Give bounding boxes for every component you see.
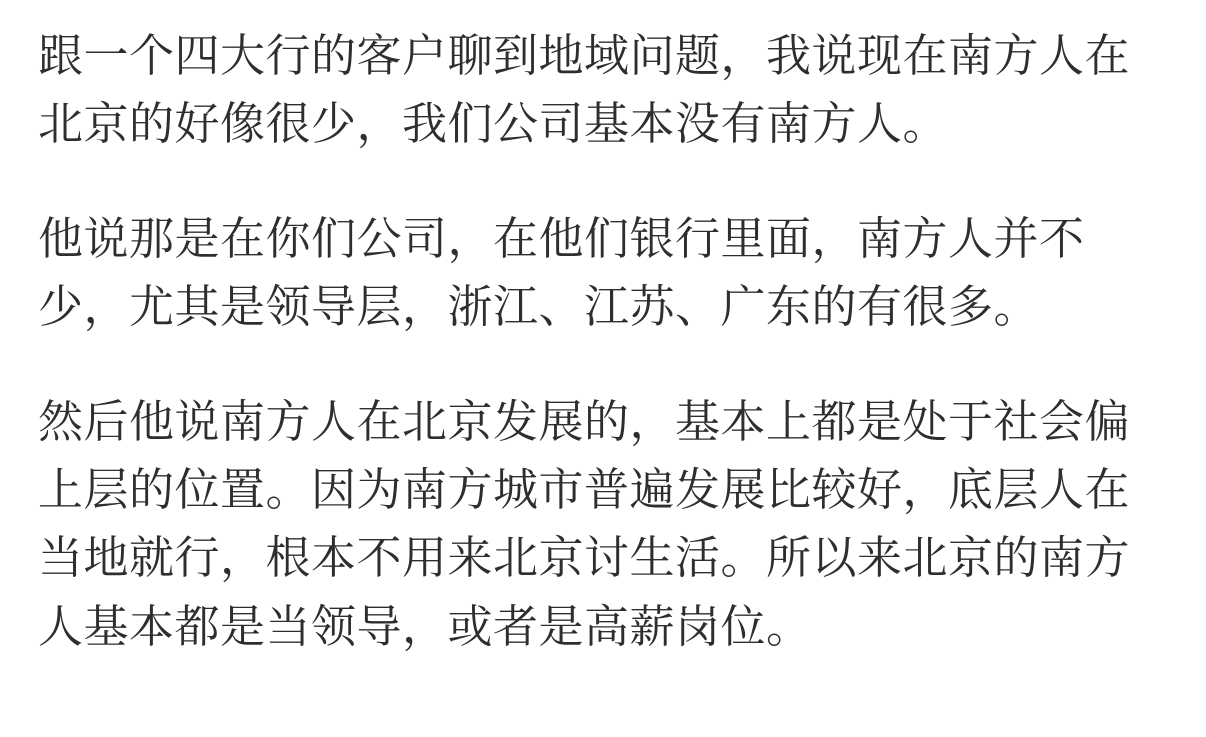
paragraph-1: 跟一个四大行的客户聊到地域问题，我说现在南方人在北京的好像很少，我们公司基本没有南方人。	[38, 30, 1131, 150]
paragraph-3: 然后他说南方人在北京发展的，基本上都是处于社会偏上层的位置。因为南方城市普遍发展比较好，底层人在当地就行，根本不用来北京讨生活。所以来北京的南方人基本都是当领导，或者是高薪岗位。	[38, 395, 1131, 652]
paragraph-2: 他说那是在你们公司，在他们银行里面，南方人并不少，尤其是领导层，浙江、江苏、广东的有很多。	[38, 212, 1085, 333]
